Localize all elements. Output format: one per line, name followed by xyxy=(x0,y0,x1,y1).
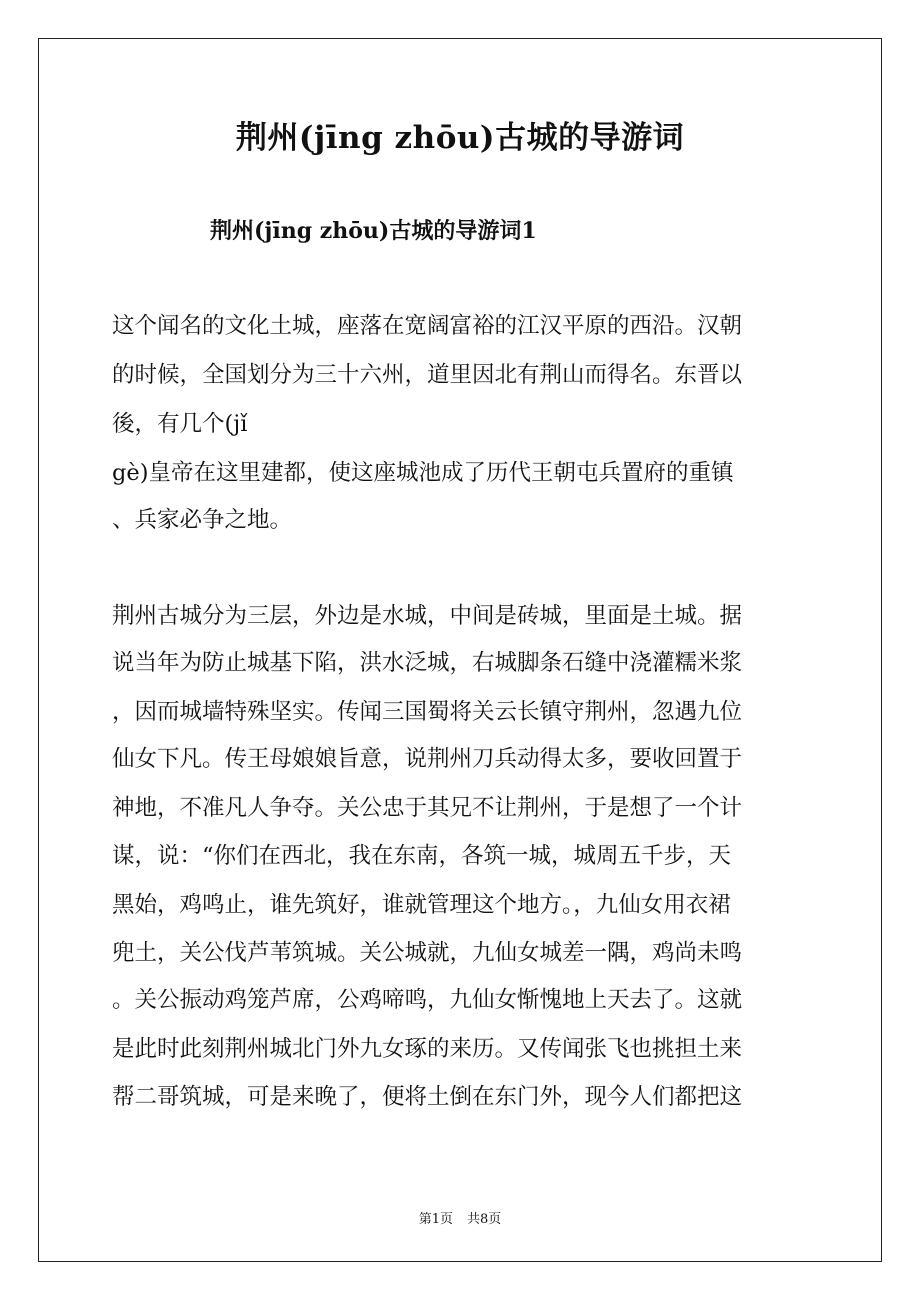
paragraph-line: 说当年为防止城基下陷，洪水泛城，右城脚条石缝中浇灌糯米浆 xyxy=(112,650,743,676)
paragraph-line: ，因而城墙特殊坚实。传闻三国蜀将关云长镇守荆州，忽遇九位 xyxy=(112,699,743,725)
page-footer xyxy=(0,1208,920,1227)
paragraph-line: 兜土，关公伐芦苇筑城。关公城就，九仙女城差一隅，鸡尚未鸣 xyxy=(112,940,743,966)
document-title: 荆州(jīng zhōu)古城的导游词 xyxy=(235,120,685,156)
paragraph-line: 谋，说：“你们在西北，我在东南，各筑一城，城周五千步，天 xyxy=(112,843,732,869)
paragraph-line: 後，有几个(jǐ xyxy=(112,411,248,437)
paragraph-line: 帮二哥筑城，可是来晚了，便将土倒在东门外，现今人们都把这 xyxy=(112,1084,743,1110)
paragraph-line: 的时候，全国划分为三十六州，道里因北有荆山而得名。东晋以 xyxy=(112,362,743,388)
paragraph-line: 黑始，鸡鸣止，谁先筑好，谁就管理这个地方。，九仙女用衣裙 xyxy=(112,892,731,918)
paragraph-line: 仙女下凡。传王母娘娘旨意，说荆州刀兵动得太多，要收回置于 xyxy=(112,746,743,772)
paragraph-line: 神地，不准凡人争夺。关公忠于其兄不让荆州，于是想了一个计 xyxy=(112,795,743,821)
paragraph-line: gè)皇帝在这里建都，使这座城池成了历代王朝屯兵置府的重镇 xyxy=(112,460,734,486)
section-heading: 荆州(jīng zhōu)古城的导游词1 xyxy=(210,218,537,244)
paragraph-line: 这个闻名的文化土城，座落在宽阔富裕的江汉平原的西沿。汉朝 xyxy=(112,313,743,339)
paragraph-line: 荆州古城分为三层，外边是水城，中间是砖城，里面是土城。据 xyxy=(112,603,743,629)
paragraph-line: 是此时此刻荆州城北门外九女琢的来历。又传闻张飞也挑担土来 xyxy=(112,1036,743,1062)
page-number: 第1页 xyxy=(418,1212,453,1227)
page-total: 共8页 xyxy=(467,1212,502,1227)
paragraph-line: 。关公振动鸡笼芦席，公鸡啼鸣，九仙女惭愧地上天去了。这就 xyxy=(112,987,743,1013)
paragraph-line: 、兵家必争之地。 xyxy=(112,507,293,533)
